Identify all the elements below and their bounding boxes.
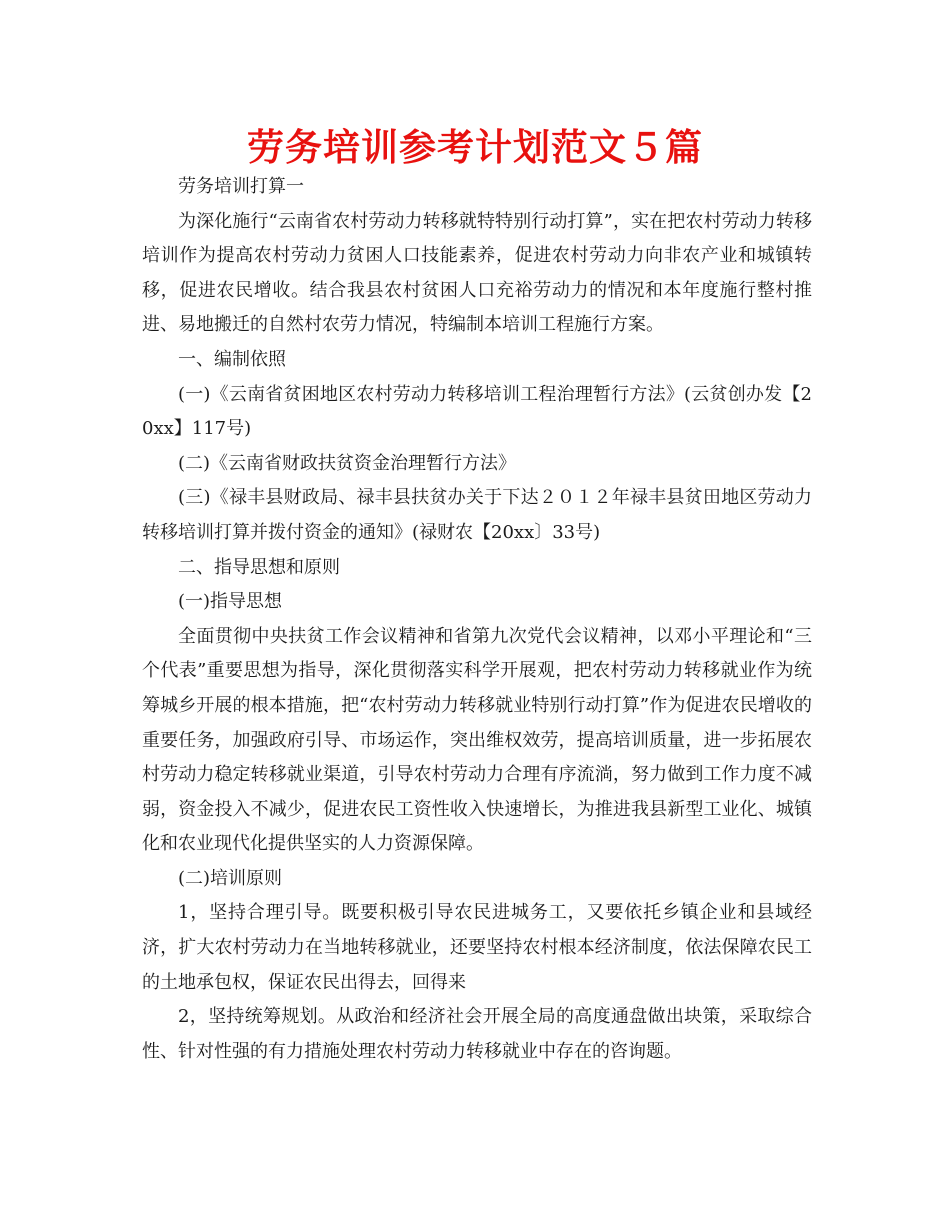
document-body [142, 170, 812, 1069]
section-heading-guidance: 二、指导思想和原则 [178, 556, 340, 578]
document-title: 劳务培训参考计划范文５篇 [247, 126, 703, 169]
paragraph-intro: 为深化施行“云南省农村劳动力转移就特特别行动打算”，实在把农村劳动力转移培训作为提高农村劳动力贫困人口技能素养，促进农村劳动力向非农产业和城镇转移，促进农民增收。结合我县农村贫困人口充裕劳动力的情况和本年度施行整村推进、易地搬迁的自然村农劳力情况，特编制本培训工程施行方案。 [142, 210, 812, 336]
paragraph-guiding-thought: 全面贯彻中央扶贫工作会议精神和省第九次党代会议精神，以邓小平理论和“三个代表”重要思想为指导，深化贯彻落实科学开展观，把农村劳动力转移就业作为统筹城乡开展的根本措施，把“农村劳动力转移就业特别行动打算”作为促进农民增收的重要任务，加强政府引导、市场运作，突出维权效劳，提高培训质量，进一步拓展农村劳动力稳定转移就业渠道，引导农村劳动力合理有序流淌，努力做到工作力度不减弱，资金投入不减少，促进农民工资性收入快速增长，为推进我县新型工业化、城镇化和农业现代化提供坚实的人力资源保障。 [142, 625, 812, 855]
paragraph-plan-heading: 劳务培训打算一 [178, 176, 304, 197]
paragraph-basis-2: (二)《云南省财政扶贫资金治理暂行方法》 [178, 452, 517, 474]
subheading-guiding-thought: (一)指导思想 [178, 591, 283, 613]
paragraph-principle-1: 1，坚持合理引导。既要积极引导农民进城务工，又要依托乡镇企业和县域经济，扩大农村劳动力在当地转移就业，还要坚持农村根本经济制度，依法保障农民工的土地承包权，保证农民出得去，回得来 [142, 902, 812, 993]
section-heading-basis: 一、编制依照 [178, 348, 286, 370]
subheading-training-principles: (二)培训原则 [178, 867, 283, 889]
paragraph-principle-2: 2，坚持统筹规划。从政治和经济社会开展全局的高度通盘做出块策，采取综合性、针对性强的有力措施处理农村劳动力转移就业中存在的咨询题。 [142, 1006, 812, 1062]
paragraph-basis-1: (一)《云南省贫困地区农村劳动力转移培训工程治理暂行方法》(云贫创办发【20xx】117号) [142, 383, 812, 440]
paragraph-basis-3: (三)《禄丰县财政局、禄丰县扶贫办关于下达２０１２年禄丰县贫田地区劳动力转移培训打算并拨付资金的通知》(禄财农【20xx〕33号) [142, 487, 812, 543]
